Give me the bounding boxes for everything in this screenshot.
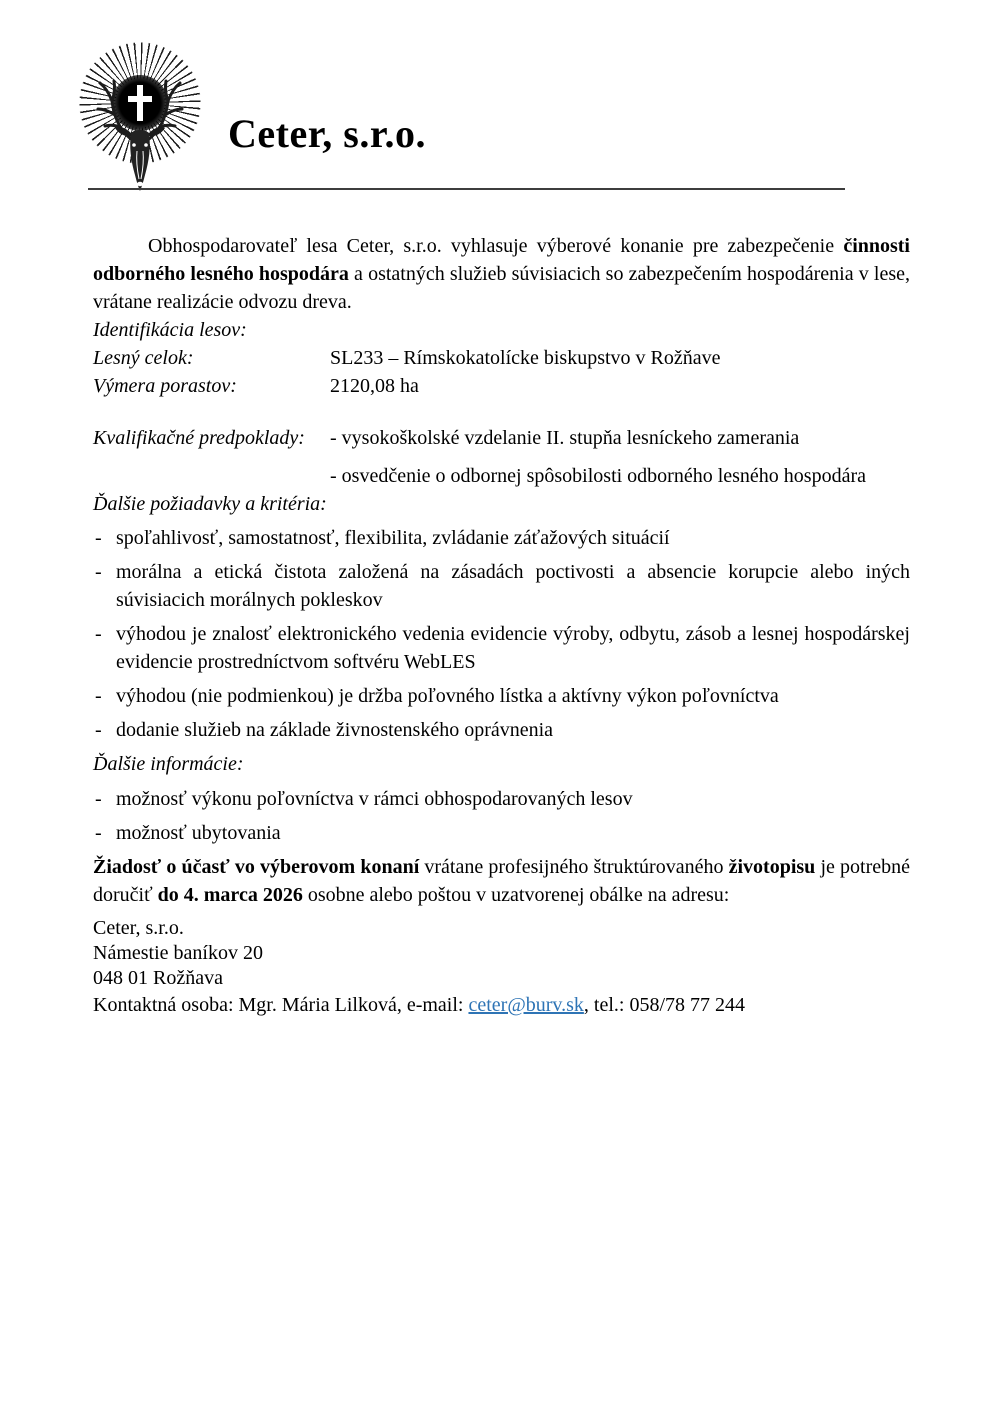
intro-text-2: a ostatných služieb súvisiacich so zabezpečením hospodárenia v lese, vrátane realizácie odvozu dreva. (93, 263, 910, 313)
address-line: Námestie baníkov 20 (93, 942, 263, 964)
requirement-item: - výhodou (nie podmienkou) je držba poľovného lístka a aktívny výkon poľovníctva (93, 682, 910, 710)
application-bold-2: životopisu (728, 856, 816, 878)
ident-label: Výmera porastov: (93, 375, 237, 397)
address-block (93, 916, 910, 991)
header-divider (88, 188, 845, 190)
qualification-item: - vysokoškolské vzdelanie II. stupňa lesníckeho zamerania (330, 427, 800, 449)
ident-label: Lesný celok: (93, 347, 194, 369)
application-paragraph (93, 853, 910, 909)
company-title: Ceter, s.r.o. (228, 111, 426, 156)
contact-prefix: Kontaktná osoba: Mgr. Mária Lilková, e-mail: (93, 994, 469, 1016)
qualifications-label: Kvalifikačné predpoklady: (93, 427, 305, 449)
qualifications-section (93, 424, 910, 490)
ident-row (93, 372, 910, 400)
qualification-item: - osvedčenie o odbornej spôsobilosti odborného lesného hospodára (330, 465, 867, 487)
application-text-3: osobne alebo poštou v uzatvorenej obálke na adresu: (302, 884, 730, 906)
application-text-1: vrátane profesijného štruktúrovaného (419, 856, 729, 878)
address-line: 048 01 Rožňava (93, 967, 223, 989)
intro-paragraph (93, 232, 910, 316)
application-bold-3: do 4. marca 2026 (157, 884, 303, 906)
address-line: Ceter, s.r.o. (93, 917, 184, 939)
info-heading: Ďalšie informácie: (93, 753, 244, 775)
identification-heading: Identifikácia lesov: (93, 319, 247, 341)
deer-head-icon (75, 55, 205, 195)
intro-bold: činnosti odborného lesného hospodára (93, 235, 910, 285)
ident-row (93, 344, 910, 372)
application-bold-1: Žiadosť o účasť vo výberovom konaní (93, 856, 420, 878)
application-text-2: je potrebné doručiť (93, 856, 911, 906)
info-item: - možnosť ubytovania (93, 819, 910, 847)
qualification-items (330, 424, 910, 490)
ident-value: 2120,08 ha (330, 375, 419, 397)
requirement-item: - dodanie služieb na základe živnostenského oprávnenia (93, 716, 910, 744)
contact-suffix: , tel.: 058/78 77 244 (583, 994, 745, 1016)
info-item: - možnosť výkonu poľovníctva v rámci obhospodarovaných lesov (93, 785, 910, 813)
contact-line (93, 991, 910, 1019)
company-logo (75, 55, 205, 195)
requirement-item: - spoľahlivosť, samostatnosť, flexibilita, zvládanie záťažových situácií (93, 524, 910, 552)
ident-value: SL233 – Rímskokatolícke biskupstvo v Rožňave (330, 347, 721, 369)
requirement-item: - morálna a etická čistota založená na zásadách poctivosti a absencie korupcie alebo iných súvisiacich morálnych pokleskov (93, 558, 910, 614)
email-link[interactable]: ceter@burv.sk (468, 994, 584, 1016)
info-list (93, 785, 910, 847)
requirement-item: - výhodou je znalosť elektronického vedenia evidencie výroby, odbytu, zásob a lesnej hospodárskej evidencie prostredníctvom softvéru WebLES (93, 620, 910, 676)
requirements-heading: Ďalšie požiadavky a kritéria: (93, 493, 327, 515)
document-body (93, 232, 910, 1019)
requirements-list (93, 524, 910, 744)
intro-text-1: Obhospodarovateľ lesa Ceter, s.r.o. vyhlasuje výberové konanie pre zabezpečenie (148, 235, 844, 257)
